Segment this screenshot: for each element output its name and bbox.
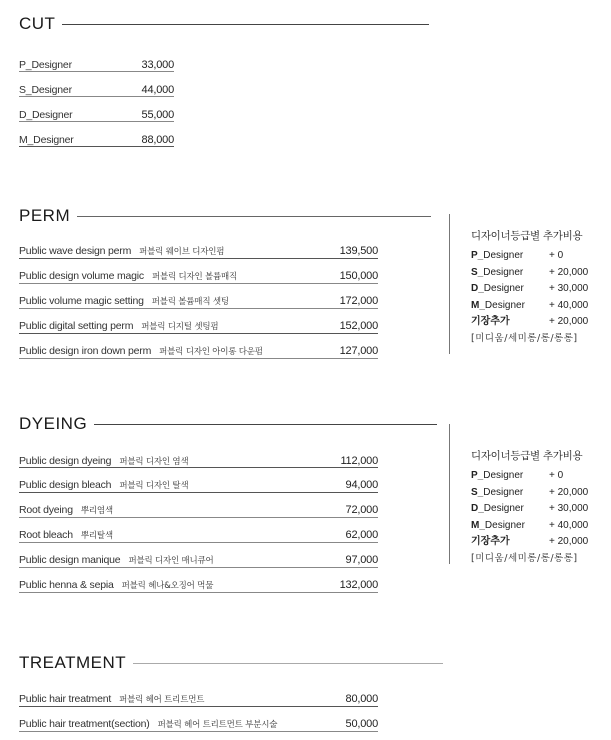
row-divider <box>19 567 378 568</box>
dyeing-row: Root bleach 뿌리탈색 62,000 <box>19 529 378 541</box>
row-divider <box>19 333 378 334</box>
treatment-title-text: TREATMENT <box>19 653 127 672</box>
dyeing-row: Public design manique 퍼블릭 디자인 매니큐어 97,000 <box>19 554 378 566</box>
perm-surcharge-box <box>449 214 588 354</box>
perm-title-rule <box>77 216 431 217</box>
surcharge-title: 디자이너등급별 추가비용 <box>471 230 583 242</box>
treatment-title-rule <box>133 663 443 664</box>
row-divider <box>19 706 378 707</box>
surcharge-line: M_Designer + 40,000 <box>471 299 589 311</box>
dyeing-surcharge-box <box>449 424 588 564</box>
surcharge-line: P_Designer + 0 <box>471 470 564 481</box>
row-divider <box>19 258 378 259</box>
cut-row: D_Designer 55,000 <box>19 109 174 121</box>
row-divider <box>19 517 378 518</box>
row-divider <box>19 283 378 284</box>
row-divider <box>19 467 378 468</box>
perm-row: Public volume magic setting 퍼블릭 볼륨매직 셋팅 172,000 <box>19 295 378 307</box>
row-divider <box>19 146 174 147</box>
perm-row: Public design volume magic 퍼블릭 디자인 볼륨매직 150,000 <box>19 270 378 282</box>
dyeing-row: Public design dyeing 퍼블릭 디자인 염색 112,000 <box>19 455 378 467</box>
surcharge-line: D_Designer + 30,000 <box>471 283 589 294</box>
row-divider <box>19 358 378 359</box>
row-divider <box>19 592 378 593</box>
cut-row: S_Designer 44,000 <box>19 84 174 96</box>
surcharge-line: S_Designer + 20,000 <box>471 266 589 278</box>
surcharge-note: [미디움/세미롱/롱/롱롱] <box>471 552 578 564</box>
row-divider <box>19 121 174 122</box>
row-divider <box>19 71 174 72</box>
row-divider <box>19 542 378 543</box>
dyeing-title-text: DYEING <box>19 414 88 433</box>
surcharge-line: 기장추가 + 20,000 <box>471 536 589 547</box>
row-divider <box>19 308 378 309</box>
treatment-section-title <box>19 653 443 673</box>
surcharge-title: 디자이너등급별 추가비용 <box>471 450 583 462</box>
surcharge-line: D_Designer + 30,000 <box>471 503 589 514</box>
dyeing-row: Public design bleach 퍼블릭 디자인 탈색 94,000 <box>19 479 378 491</box>
surcharge-line: M_Designer + 40,000 <box>471 519 589 531</box>
perm-row: Public digital setting perm 퍼블릭 디지털 셋팅펌 152,000 <box>19 320 378 332</box>
cut-title-text: CUT <box>19 14 56 33</box>
row-divider <box>19 492 378 493</box>
dyeing-title-rule <box>94 424 437 425</box>
treatment-row: Public hair treatment(section) 퍼블릭 헤어 트리트먼트 부분시술 50,000 <box>19 718 378 730</box>
cut-title-rule <box>62 24 429 25</box>
row-divider <box>19 731 378 732</box>
surcharge-line: 기장추가 + 20,000 <box>471 316 589 327</box>
surcharge-note: [미디움/세미롱/롱/롱롱] <box>471 332 578 344</box>
treatment-row: Public hair treatment 퍼블릭 헤어 트리트먼트 80,000 <box>19 693 378 705</box>
perm-title-text: PERM <box>19 206 71 225</box>
perm-row: Public design iron down perm 퍼블릭 디자인 아이롱 다운펌 127,000 <box>19 345 378 357</box>
dyeing-section-title <box>19 414 437 434</box>
row-divider <box>19 96 174 97</box>
cut-section-title <box>19 14 429 34</box>
dyeing-row: Public henna & sepia 퍼블릭 헤나&오징어 먹물 132,000 <box>19 579 378 591</box>
dyeing-row: Root dyeing 뿌리염색 72,000 <box>19 504 378 516</box>
surcharge-line: P_Designer + 0 <box>471 250 564 261</box>
perm-section-title <box>19 206 431 226</box>
perm-row: Public wave design perm 퍼블릭 웨이브 디자인펌 139,500 <box>19 245 378 257</box>
cut-row: P_Designer 33,000 <box>19 59 174 71</box>
cut-row: M_Designer 88,000 <box>19 134 174 146</box>
surcharge-line: S_Designer + 20,000 <box>471 486 589 498</box>
